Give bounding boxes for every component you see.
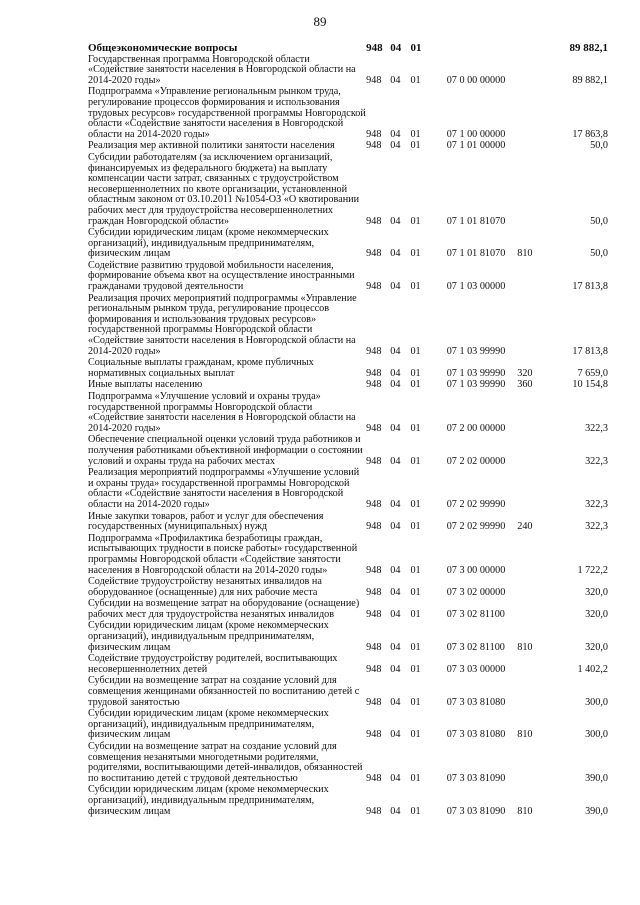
- row-ved-code: 948: [366, 663, 382, 675]
- row-subsection-code: 01: [410, 379, 421, 391]
- row-subsection-code: 01: [410, 281, 421, 293]
- row-name: Содействие развитию трудовой мобильности населения, формирование объема квот на осуществление иностранными гражданами трудовой деятельности: [88, 259, 355, 293]
- row-name: Иные закупки товаров, работ и услуг для обеспечения государственных (муниципальных) нужд: [88, 510, 324, 533]
- row-ved-code: 948: [366, 805, 382, 817]
- row-amount: 89 882,1: [572, 74, 608, 86]
- row-subsection-code: 01: [410, 248, 421, 260]
- row-subsection-code: 01: [410, 215, 421, 227]
- row-section-code: 04: [390, 498, 401, 510]
- row-name: Общеэкономические вопросы: [88, 42, 238, 54]
- table-row: [88, 294, 608, 359]
- table-row: [88, 785, 608, 818]
- row-expense-type: [517, 87, 545, 141]
- row-amount: 17 863,8: [572, 128, 608, 140]
- row-expense-type: 360: [517, 379, 533, 391]
- row-name: Субсидии на возмещение затрат на оборудование (оснащение) рабочих мест для трудоустройства незанятых инвалидов: [88, 598, 360, 620]
- row-amount: 10 154,8: [572, 379, 608, 391]
- row-name: Реализация мер активной политики занятости населения: [88, 140, 335, 152]
- row-section-code: 04: [390, 663, 401, 675]
- row-amount: 1 722,2: [577, 564, 608, 576]
- row-ved-code: 948: [366, 422, 382, 434]
- table-row: [88, 228, 608, 261]
- row-target-article: 07 2 02 99990: [446, 498, 506, 510]
- row-target-article: 07 1 03 00000: [446, 281, 506, 293]
- row-section-code: 04: [390, 455, 401, 467]
- row-amount: 322,3: [585, 498, 608, 510]
- budget-table-body: [88, 43, 608, 818]
- row-name: Государственная программа Новгородской области «Содействие занятости населения в Новгородской области на 2014-2020 годы»: [88, 53, 356, 86]
- row-subsection-code: 01: [410, 564, 421, 576]
- table-row: [88, 577, 608, 599]
- row-subsection-code: 01: [410, 521, 421, 533]
- row-target-article: 07 3 03 81090: [446, 805, 506, 817]
- row-ved-code: 948: [366, 74, 382, 86]
- row-target-article: 07 1 00 00000: [446, 128, 506, 140]
- row-expense-type: [517, 599, 545, 621]
- row-name: Иные выплаты населению: [88, 379, 203, 391]
- row-ved-code: 948: [366, 248, 382, 260]
- row-amount: 1 402,2: [577, 663, 608, 675]
- row-subsection-code: 01: [410, 586, 421, 598]
- row-amount: 17 813,8: [572, 281, 608, 293]
- row-subsection-code: 01: [410, 663, 421, 675]
- table-row: [88, 512, 608, 534]
- row-target-article: 07 3 03 81090: [446, 772, 506, 784]
- table-row: [88, 392, 608, 435]
- table-row: [88, 709, 608, 742]
- row-amount: 7 659,0: [577, 367, 608, 379]
- row-amount: 89 882,1: [569, 42, 608, 54]
- row-target-article: 07 1 03 99990: [446, 367, 506, 379]
- row-subsection-code: 01: [410, 772, 421, 784]
- table-row: [88, 534, 608, 577]
- row-amount: 50,0: [590, 140, 608, 152]
- row-expense-type: [517, 577, 545, 599]
- row-section-code: 04: [390, 128, 401, 140]
- row-ved-code: 948: [366, 498, 382, 510]
- row-ved-code: 948: [366, 281, 382, 293]
- row-ved-code: 948: [366, 455, 382, 467]
- row-name: Подпрограмма «Управление региональным рынком труда, регулирование процессов формирования и использования трудовых ресурсов» государственной программы Новгородской области «Содействие занятости населения в Новгородской области на 2014-2020 годы»: [88, 86, 366, 140]
- row-amount: 17 813,8: [572, 345, 608, 357]
- row-section-code: 04: [390, 379, 401, 391]
- row-target-article: 07 1 03 99990: [446, 345, 506, 357]
- row-amount: 390,0: [585, 805, 608, 817]
- table-row: [88, 153, 608, 228]
- row-amount: 390,0: [585, 772, 608, 784]
- page-number: 89: [313, 14, 327, 29]
- row-amount: 50,0: [590, 248, 608, 260]
- row-ved-code: 948: [366, 379, 382, 391]
- row-amount: 300,0: [585, 696, 608, 708]
- row-amount: 300,0: [585, 729, 608, 741]
- row-name: Содействие трудоустройству незанятых инвалидов на оборудованное (оснащенные) для них рабочие места: [88, 576, 322, 598]
- row-subsection-code: 01: [410, 729, 421, 741]
- row-name: Социальные выплаты гражданам, кроме публичных нормативных социальных выплат: [88, 357, 314, 379]
- row-target-article: 07 1 01 00000: [446, 140, 506, 152]
- row-name: Обеспечение специальной оценки условий труда работников и получения работниками объективной информации о состоянии условий и охраны труда на рабочих местах: [88, 434, 363, 467]
- row-amount: 320,0: [585, 641, 608, 653]
- row-subsection-code: 01: [410, 696, 421, 708]
- row-target-article: 07 3 03 00000: [446, 663, 506, 675]
- row-ved-code: 948: [366, 42, 383, 54]
- row-name: Субсидии юридическим лицам (кроме некоммерческих организаций), индивидуальным предпринимателям, физическим лицам: [88, 620, 329, 653]
- table-row: [88, 676, 608, 709]
- row-name: Субсидии юридическим лицам (кроме некоммерческих организаций), индивидуальным предпринимателям, физическим лицам: [88, 708, 329, 741]
- table-row: [88, 621, 608, 654]
- row-expense-type: [517, 141, 545, 153]
- row-section-code: 04: [390, 74, 401, 86]
- row-target-article: 07 2 02 00000: [446, 455, 506, 467]
- table-row: [88, 654, 608, 676]
- row-target-article: 07 3 03 81080: [446, 696, 506, 708]
- row-ved-code: 948: [366, 608, 382, 620]
- row-subsection-code: 01: [410, 455, 421, 467]
- row-target-article: 07 3 02 81100: [446, 608, 505, 620]
- row-subsection-code: 01: [410, 345, 421, 357]
- row-name: Субсидии юридическим лицам (кроме некоммерческих организаций), индивидуальным предпринимателям, физическим лицам: [88, 227, 329, 260]
- row-ved-code: 948: [366, 586, 382, 598]
- row-section-code: 04: [390, 42, 402, 54]
- row-expense-type: 320: [517, 367, 533, 379]
- table-row: [88, 87, 608, 141]
- row-section-code: 04: [390, 281, 401, 293]
- row-section-code: 04: [390, 586, 401, 598]
- row-section-code: 04: [390, 564, 401, 576]
- row-expense-type: 810: [517, 641, 533, 653]
- row-ved-code: 948: [366, 215, 382, 227]
- row-ved-code: 948: [366, 772, 382, 784]
- row-target-article: 07 3 02 00000: [446, 586, 506, 598]
- table-row: [88, 468, 608, 511]
- row-target-article: 07 1 01 81070: [446, 248, 506, 260]
- row-amount: 322,3: [585, 455, 608, 467]
- row-section-code: 04: [390, 248, 401, 260]
- table-row: [88, 358, 608, 380]
- row-ved-code: 948: [366, 367, 382, 379]
- row-expense-type: [517, 153, 545, 228]
- row-section-code: 04: [390, 422, 401, 434]
- row-subsection-code: 01: [410, 140, 421, 152]
- row-name: Содействие трудоустройству родителей, воспитывающих несовершеннолетних детей: [88, 653, 338, 675]
- table-row: [88, 599, 608, 621]
- row-target-article: 07 3 00 00000: [446, 564, 506, 576]
- row-section-code: 04: [390, 729, 401, 741]
- row-section-code: 04: [390, 521, 401, 533]
- row-name: Реализация прочих мероприятий подпрограммы «Управление региональным рынком труда, регулирование процессов формирования и использования трудовых ресурсов» государственной программы Новгородской области «Содействие занятости населения в Новгородской области на 2014-2020 годы»: [88, 292, 357, 357]
- row-target-article: 07 3 02 81100: [446, 641, 505, 653]
- row-subsection-code: 01: [410, 422, 421, 434]
- row-subsection-code: 01: [410, 128, 421, 140]
- row-name: Субсидии на возмещение затрат на создание условий для совмещения женщинами обязанностей по воспитанию детей с трудовой занятостью: [88, 675, 360, 708]
- table-row: [88, 435, 608, 468]
- table-row: [88, 742, 608, 785]
- row-ved-code: 948: [366, 521, 382, 533]
- table-row: [88, 43, 608, 55]
- table-row: [88, 55, 608, 88]
- row-expense-type: 810: [517, 729, 533, 741]
- table-row: [88, 261, 608, 294]
- row-expense-type: [517, 43, 545, 55]
- row-name: Субсидии на возмещение затрат на создание условий для совмещения незанятыми многодетными родителями, родителями, воспитывающими детей-инвалидов, обязанностей по воспитанию детей с трудовой деятельностью: [88, 741, 363, 784]
- row-section-code: 04: [390, 215, 401, 227]
- row-target-article: [447, 43, 518, 55]
- row-amount: 50,0: [590, 215, 608, 227]
- row-name: Реализация мероприятий подпрограммы «Улучшение условий и охраны труда» государственной программы Новгородской области «Содействие занятости населения в Новгородской области на 2014-2020 годы»: [88, 467, 360, 510]
- row-expense-type: [517, 435, 545, 468]
- row-ved-code: 948: [366, 564, 382, 576]
- row-name: Субсидии юридическим лицам (кроме некоммерческих организаций), индивидуальным предпринимателям, физическим лицам: [88, 784, 329, 817]
- row-section-code: 04: [390, 772, 401, 784]
- row-expense-type: [517, 534, 545, 577]
- row-subsection-code: 01: [410, 367, 421, 379]
- row-expense-type: 810: [517, 248, 533, 260]
- row-name: Подпрограмма «Профилактика безработицы граждан, испытывающих трудности в поиске работы» государственной программы Новгородской области «Содействие занятости населения в Новгородской области на 2014-2020 годы»: [88, 532, 358, 576]
- row-target-article: 07 0 00 00000: [446, 74, 506, 86]
- row-amount: 320,0: [585, 586, 608, 598]
- row-ved-code: 948: [366, 641, 382, 653]
- row-target-article: 07 2 02 99990: [446, 521, 506, 533]
- row-ved-code: 948: [366, 729, 382, 741]
- row-subsection-code: 01: [410, 42, 422, 54]
- row-section-code: 04: [390, 140, 401, 152]
- row-expense-type: [517, 261, 545, 294]
- row-subsection-code: 01: [410, 641, 421, 653]
- row-expense-type: 810: [517, 805, 533, 817]
- row-expense-type: [517, 654, 545, 676]
- row-ved-code: 948: [366, 696, 382, 708]
- row-expense-type: [517, 676, 545, 709]
- row-section-code: 04: [390, 805, 401, 817]
- row-target-article: 07 1 01 81070: [446, 215, 506, 227]
- row-subsection-code: 01: [410, 74, 421, 86]
- row-ved-code: 948: [366, 345, 382, 357]
- row-expense-type: [517, 468, 545, 511]
- row-subsection-code: 01: [410, 608, 421, 620]
- row-section-code: 04: [390, 641, 401, 653]
- row-subsection-code: 01: [410, 805, 421, 817]
- row-target-article: 07 3 03 81080: [446, 729, 506, 741]
- row-amount: 322,3: [585, 521, 608, 533]
- row-section-code: 04: [390, 608, 401, 620]
- row-target-article: 07 1 03 99990: [446, 379, 506, 391]
- row-expense-type: [517, 294, 545, 359]
- row-expense-type: [517, 742, 545, 785]
- row-subsection-code: 01: [410, 498, 421, 510]
- row-amount: 322,3: [585, 422, 608, 434]
- row-expense-type: [517, 55, 545, 88]
- row-expense-type: [517, 392, 545, 435]
- row-section-code: 04: [390, 345, 401, 357]
- row-ved-code: 948: [366, 128, 382, 140]
- row-name: Субсидии работодателям (за исключением организаций, финансируемых из федерального бюджета) на выплату компенсации части затрат, связанных с трудоустройством несовершеннолетних по квоте организации, установленной областным законом от 03.10.2011 №1054-ОЗ «О квотировании рабочих мест для трудоустройства несовершеннолетних граждан Новгородской области»: [88, 151, 360, 227]
- row-section-code: 04: [390, 367, 401, 379]
- row-target-article: 07 2 00 00000: [446, 422, 506, 434]
- budget-table: [88, 43, 608, 818]
- row-amount: 320,0: [585, 608, 608, 620]
- row-expense-type: 240: [517, 521, 533, 533]
- row-section-code: 04: [390, 696, 401, 708]
- row-ved-code: 948: [366, 140, 382, 152]
- row-name: Подпрограмма «Улучшение условий и охраны труда» государственной программы Новгородской области «Содействие занятости населения в Новгородской области на 2014-2020 годы»: [88, 391, 356, 434]
